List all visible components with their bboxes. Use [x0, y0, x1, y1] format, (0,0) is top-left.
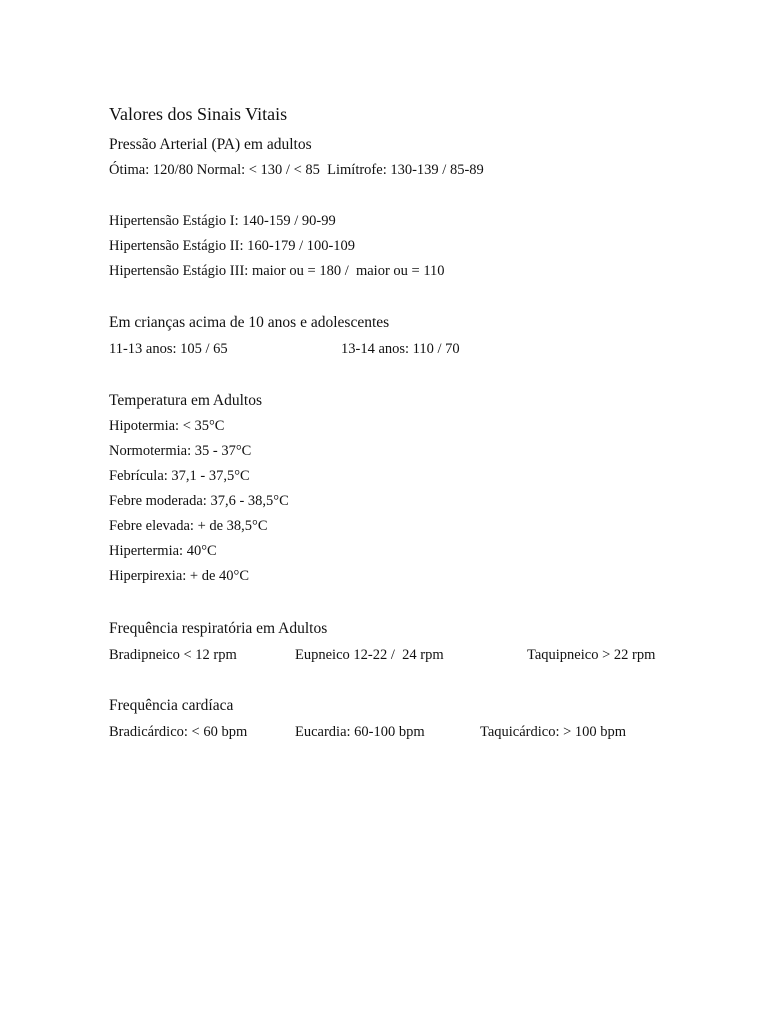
- temperature-item: Febre moderada: 37,6 - 38,5°C: [109, 493, 289, 509]
- temperature-item: Febre elevada: + de 38,5°C: [109, 518, 268, 534]
- children-age-13-14: 13-14 anos: 110 / 70: [341, 341, 460, 357]
- section-heading-cardiac: Frequência cardíaca: [109, 697, 234, 714]
- temperature-item: Hiperpirexia: + de 40°C: [109, 568, 250, 584]
- respiratory-taquipneico: Taquipneico > 22 rpm: [527, 647, 656, 663]
- bp-stage-3: Hipertensão Estágio III: maior ou = 180 / maior ou = 110: [109, 263, 445, 279]
- temperature-item: Normotermia: 35 - 37°C: [109, 443, 252, 459]
- section-heading-respiratory: Frequência respiratória em Adultos: [109, 620, 328, 637]
- cardiac-bradicardico: Bradicárdico: < 60 bpm: [109, 724, 248, 740]
- children-age-11-13: 11-13 anos: 105 / 65: [109, 341, 228, 357]
- cardiac-taquicardico: Taquicárdico: > 100 bpm: [480, 724, 627, 740]
- temperature-item: Hipotermia: < 35°C: [109, 418, 225, 434]
- section-heading-temperature: Temperatura em Adultos: [109, 392, 263, 409]
- bp-stage-1: Hipertensão Estágio I: 140-159 / 90-99: [109, 213, 336, 229]
- temperature-item: Hipertermia: 40°C: [109, 543, 217, 559]
- respiratory-eupneico: Eupneico 12-22 / 24 rpm: [295, 647, 444, 663]
- cardiac-eucardia: Eucardia: 60-100 bpm: [295, 724, 425, 740]
- respiratory-bradipneico: Bradipneico < 12 rpm: [109, 647, 237, 663]
- document-title: Valores dos Sinais Vitais: [109, 104, 288, 124]
- bp-stage-2: Hipertensão Estágio II: 160-179 / 100-109: [109, 238, 356, 254]
- bp-line-optimal-normal-borderline: Ótima: 120/80 Normal: < 130 / < 85 Limítrofe: 130-139 / 85-89: [109, 162, 484, 178]
- temperature-item: Febrícula: 37,1 - 37,5°C: [109, 468, 250, 484]
- section-heading-children: Em crianças acima de 10 anos e adolescentes: [109, 314, 390, 331]
- section-heading-blood-pressure: Pressão Arterial (PA) em adultos: [109, 136, 312, 153]
